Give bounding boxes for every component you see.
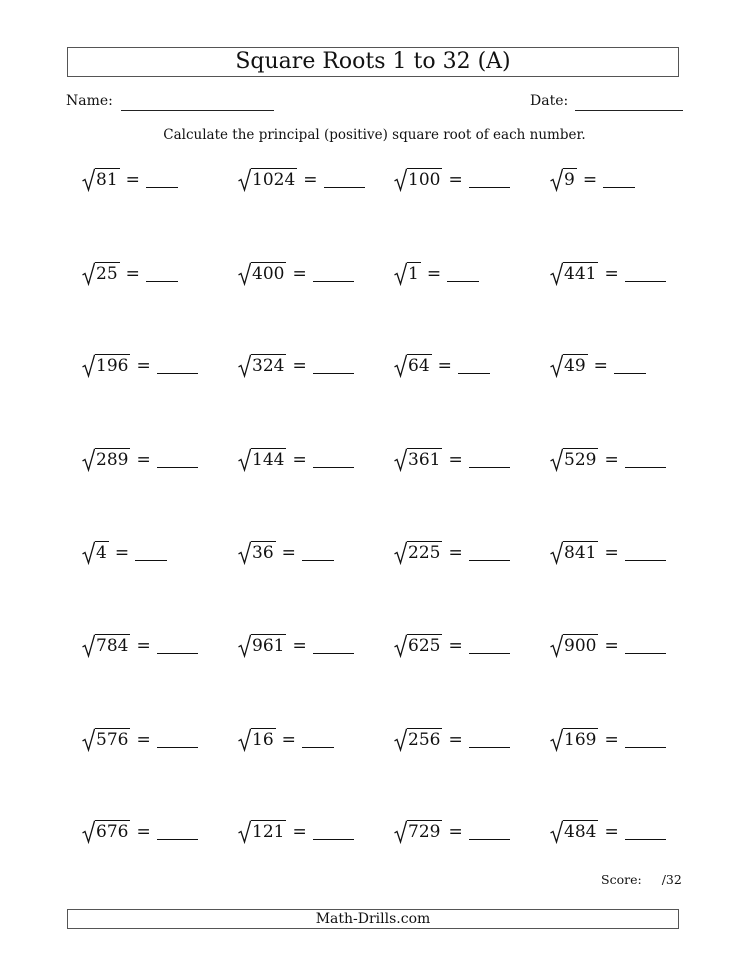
square-root-expression <box>550 820 598 844</box>
equals-sign: = <box>136 450 151 470</box>
problem <box>238 817 354 847</box>
square-root-expression <box>238 634 286 658</box>
radicand: 169 <box>564 730 597 750</box>
square-root-expression <box>394 541 442 565</box>
radical-sign-icon <box>550 448 563 472</box>
problem <box>82 538 167 568</box>
problem <box>550 631 666 661</box>
answer-blank[interactable] <box>469 732 510 748</box>
square-root-expression <box>550 354 588 378</box>
radicand: 484 <box>564 822 597 842</box>
radical-sign-icon <box>394 634 407 658</box>
answer-blank[interactable] <box>302 732 334 748</box>
radical-sign-icon <box>550 168 563 192</box>
square-root-expression <box>394 448 442 472</box>
square-root-expression <box>550 541 598 565</box>
radical-sign-icon <box>82 541 95 565</box>
answer-blank[interactable] <box>447 266 479 282</box>
radicand: 400 <box>252 264 285 284</box>
problem <box>394 538 510 568</box>
problem <box>550 725 666 755</box>
square-root-expression <box>394 354 432 378</box>
equals-sign: = <box>448 450 463 470</box>
square-root-expression <box>82 168 120 192</box>
answer-blank[interactable] <box>135 545 167 561</box>
problem <box>238 538 334 568</box>
problem <box>238 165 365 195</box>
radicand: 729 <box>408 822 441 842</box>
problem <box>394 631 510 661</box>
equals-sign: = <box>604 450 619 470</box>
radical-sign-icon <box>82 262 95 286</box>
equals-sign: = <box>281 543 296 563</box>
problem <box>394 725 510 755</box>
square-root-expression <box>238 448 286 472</box>
equals-sign: = <box>448 543 463 563</box>
radical-sign-icon <box>550 541 563 565</box>
radical-sign-icon <box>550 354 563 378</box>
problem <box>82 725 198 755</box>
worksheet-title: Square Roots 1 to 32 (A) <box>67 47 679 77</box>
problem <box>550 817 666 847</box>
date-label: Date: <box>530 93 569 109</box>
radical-sign-icon <box>394 728 407 752</box>
radical-sign-icon <box>82 728 95 752</box>
answer-blank[interactable] <box>614 358 646 374</box>
problem <box>550 165 635 195</box>
square-root-expression <box>82 448 130 472</box>
equals-sign: = <box>448 170 463 190</box>
radicand: 289 <box>96 450 129 470</box>
radicand: 1 <box>408 264 419 284</box>
equals-sign: = <box>604 264 619 284</box>
equals-sign: = <box>448 730 463 750</box>
radical-sign-icon <box>238 634 251 658</box>
answer-blank[interactable] <box>324 172 365 188</box>
problem <box>238 631 354 661</box>
equals-sign: = <box>281 730 296 750</box>
score-label: Score: <box>601 872 642 887</box>
equals-sign: = <box>292 450 307 470</box>
square-root-expression <box>394 262 421 286</box>
radicand: 144 <box>252 450 285 470</box>
equals-sign: = <box>604 730 619 750</box>
answer-blank[interactable] <box>313 358 354 374</box>
radical-sign-icon <box>394 262 407 286</box>
radicand: 196 <box>96 356 129 376</box>
answer-blank[interactable] <box>469 824 510 840</box>
answer-blank[interactable] <box>157 638 198 654</box>
square-root-expression <box>82 728 130 752</box>
square-root-expression <box>394 728 442 752</box>
radicand: 841 <box>564 543 597 563</box>
equals-sign: = <box>292 822 307 842</box>
radicand: 576 <box>96 730 129 750</box>
equals-sign: = <box>448 636 463 656</box>
square-root-expression <box>550 634 598 658</box>
answer-blank[interactable] <box>313 266 354 282</box>
problem <box>82 631 198 661</box>
square-root-expression <box>82 820 130 844</box>
problem <box>550 445 666 475</box>
problem <box>394 259 479 289</box>
answer-blank[interactable] <box>469 638 510 654</box>
problem <box>550 259 666 289</box>
radicand: 9 <box>564 170 575 190</box>
problem <box>82 445 198 475</box>
radical-sign-icon <box>550 728 563 752</box>
equals-sign: = <box>437 356 452 376</box>
radical-sign-icon <box>238 354 251 378</box>
radicand: 784 <box>96 636 129 656</box>
square-root-expression <box>550 448 598 472</box>
square-root-expression <box>550 262 598 286</box>
equals-sign: = <box>136 636 151 656</box>
square-root-expression <box>82 634 130 658</box>
equals-sign: = <box>136 730 151 750</box>
square-root-expression <box>394 168 442 192</box>
radical-sign-icon <box>238 820 251 844</box>
answer-blank[interactable] <box>313 452 354 468</box>
radical-sign-icon <box>82 820 95 844</box>
radical-sign-icon <box>238 448 251 472</box>
radicand: 256 <box>408 730 441 750</box>
answer-blank[interactable] <box>157 358 198 374</box>
square-root-expression <box>550 728 598 752</box>
radicand: 49 <box>564 356 586 376</box>
radicand: 961 <box>252 636 285 656</box>
problem <box>550 351 646 381</box>
problem <box>238 351 354 381</box>
square-root-expression <box>238 541 276 565</box>
answer-blank[interactable] <box>625 266 666 282</box>
square-root-expression <box>550 168 577 192</box>
problem <box>394 165 510 195</box>
radical-sign-icon <box>82 448 95 472</box>
footer-credit: Math-Drills.com <box>67 909 679 929</box>
radicand: 441 <box>564 264 597 284</box>
equals-sign: = <box>604 543 619 563</box>
square-root-expression <box>238 168 297 192</box>
equals-sign: = <box>604 822 619 842</box>
square-root-expression <box>238 262 286 286</box>
equals-sign: = <box>136 822 151 842</box>
radical-sign-icon <box>394 820 407 844</box>
square-root-expression <box>394 820 442 844</box>
answer-blank[interactable] <box>603 172 635 188</box>
radicand: 324 <box>252 356 285 376</box>
radical-sign-icon <box>550 262 563 286</box>
square-root-expression <box>238 354 286 378</box>
radical-sign-icon <box>394 541 407 565</box>
problem <box>82 259 178 289</box>
answer-blank[interactable] <box>625 545 666 561</box>
square-root-expression <box>238 820 286 844</box>
equals-sign: = <box>582 170 598 190</box>
radicand: 361 <box>408 450 441 470</box>
radicand: 4 <box>96 543 107 563</box>
answer-blank[interactable] <box>469 545 510 561</box>
radical-sign-icon <box>238 541 251 565</box>
problem <box>82 165 178 195</box>
problem <box>82 351 198 381</box>
radical-sign-icon <box>394 448 407 472</box>
radicand: 16 <box>252 730 274 750</box>
radical-sign-icon <box>394 354 407 378</box>
equals-sign: = <box>303 170 318 190</box>
radical-sign-icon <box>82 354 95 378</box>
problem <box>238 259 354 289</box>
radical-sign-icon <box>82 634 95 658</box>
radicand: 100 <box>408 170 441 190</box>
radical-sign-icon <box>550 820 563 844</box>
answer-blank[interactable] <box>302 545 334 561</box>
answer-blank[interactable] <box>625 638 666 654</box>
problem <box>238 725 334 755</box>
answer-blank[interactable] <box>157 732 198 748</box>
problem <box>394 817 510 847</box>
equals-sign: = <box>292 264 307 284</box>
radicand: 121 <box>252 822 285 842</box>
radicand: 36 <box>252 543 274 563</box>
answer-blank[interactable] <box>313 824 354 840</box>
answer-blank[interactable] <box>157 452 198 468</box>
answer-blank[interactable] <box>625 452 666 468</box>
radicand: 225 <box>408 543 441 563</box>
radicand: 676 <box>96 822 129 842</box>
problem <box>394 445 510 475</box>
square-root-expression <box>82 354 130 378</box>
equals-sign: = <box>125 264 140 284</box>
radicand: 81 <box>96 170 118 190</box>
problem <box>238 445 354 475</box>
problem <box>550 538 666 568</box>
square-root-expression <box>82 541 109 565</box>
equals-sign: = <box>114 543 130 563</box>
equals-sign: = <box>604 636 619 656</box>
problem <box>394 351 490 381</box>
radicand: 625 <box>408 636 441 656</box>
answer-blank[interactable] <box>313 638 354 654</box>
radical-sign-icon <box>238 262 251 286</box>
radical-sign-icon <box>238 168 251 192</box>
equals-sign: = <box>292 356 307 376</box>
instructions: Calculate the principal (positive) square root of each number. <box>163 127 586 143</box>
answer-blank[interactable] <box>146 172 178 188</box>
equals-sign: = <box>426 264 442 284</box>
radical-sign-icon <box>238 728 251 752</box>
equals-sign: = <box>125 170 140 190</box>
answer-blank[interactable] <box>469 452 510 468</box>
answer-blank[interactable] <box>469 172 510 188</box>
answer-blank[interactable] <box>146 266 178 282</box>
radical-sign-icon <box>82 168 95 192</box>
answer-blank[interactable] <box>157 824 198 840</box>
radicand: 529 <box>564 450 597 470</box>
answer-blank[interactable] <box>625 824 666 840</box>
radical-sign-icon <box>394 168 407 192</box>
score <box>601 872 682 888</box>
radical-sign-icon <box>550 634 563 658</box>
equals-sign: = <box>292 636 307 656</box>
equals-sign: = <box>136 356 151 376</box>
square-root-expression <box>238 728 276 752</box>
radicand: 64 <box>408 356 430 376</box>
score-total: /32 <box>661 872 682 887</box>
radicand: 1024 <box>252 170 296 190</box>
answer-blank[interactable] <box>458 358 490 374</box>
radicand: 900 <box>564 636 597 656</box>
square-root-expression <box>394 634 442 658</box>
square-root-expression <box>82 262 120 286</box>
equals-sign: = <box>448 822 463 842</box>
equals-sign: = <box>593 356 608 376</box>
problem <box>82 817 198 847</box>
name-label: Name: <box>66 93 113 109</box>
answer-blank[interactable] <box>625 732 666 748</box>
radicand: 25 <box>96 264 118 284</box>
